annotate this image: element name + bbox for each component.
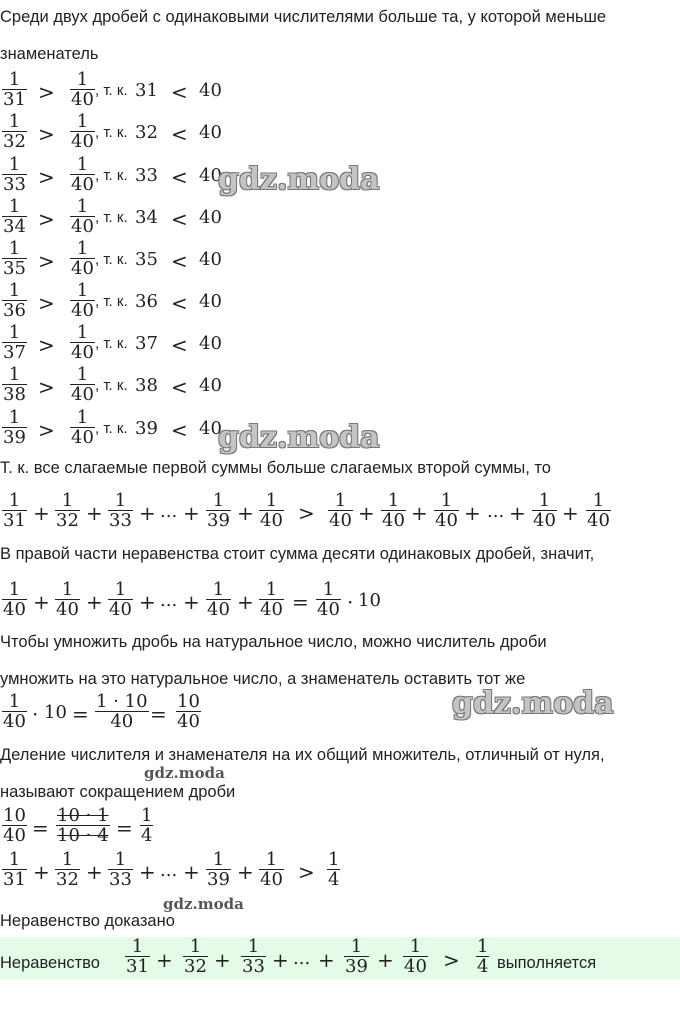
number: 39 bbox=[135, 418, 158, 439]
fraction: $\frac{1}{40}$ bbox=[404, 936, 427, 977]
fraction: $\frac{10}{40}$ bbox=[177, 691, 200, 732]
plus-sign: + bbox=[139, 501, 156, 525]
equals-sign: = bbox=[72, 702, 89, 726]
number: 35 bbox=[135, 249, 158, 270]
answer-prefix: Неравенство bbox=[0, 954, 100, 972]
greater-sign: > bbox=[38, 333, 55, 357]
fraction: $\frac{1}{40}$ bbox=[329, 490, 352, 531]
fraction: $\frac{1}{40}$ bbox=[71, 238, 94, 279]
fraction: $\frac{1}{40}$ bbox=[3, 691, 26, 732]
comparison-row bbox=[0, 281, 260, 323]
answer-suffix: выполняется bbox=[497, 954, 597, 972]
comparison-row bbox=[0, 70, 260, 112]
plus-sign: + bbox=[411, 501, 428, 525]
fraction: $\frac{1}{36}$ bbox=[3, 280, 26, 321]
number: 40 bbox=[199, 249, 222, 270]
fraction: $\frac{1}{33}$ bbox=[109, 849, 132, 890]
final-inequality bbox=[0, 850, 360, 892]
number: 33 bbox=[135, 165, 158, 186]
plus-sign: + bbox=[33, 501, 50, 525]
fraction: $\frac{10}{40}$ bbox=[3, 805, 26, 846]
because-label: , т. к. bbox=[95, 82, 128, 99]
number: 38 bbox=[135, 375, 158, 396]
greater-sign: > bbox=[38, 165, 55, 189]
because-label: , т. к. bbox=[95, 335, 128, 352]
fraction: $\frac{1}{40}$ bbox=[71, 407, 94, 448]
number: 40 bbox=[199, 333, 222, 354]
watermark-logo-small: gdz.moda bbox=[144, 764, 225, 782]
fraction: $\frac{1}{32}$ bbox=[56, 490, 79, 531]
comparison-row bbox=[0, 239, 260, 281]
fraction: $\frac{1}{31}$ bbox=[3, 849, 26, 890]
fraction: $\frac{1}{31}$ bbox=[126, 936, 149, 977]
fraction: $\frac{1}{40}$ bbox=[3, 579, 26, 620]
number: 40 bbox=[199, 165, 222, 186]
plus-sign: + bbox=[183, 590, 200, 614]
comparison-row bbox=[0, 112, 260, 154]
less-sign: < bbox=[171, 165, 188, 189]
because-label: , т. к. bbox=[95, 293, 128, 310]
watermark-logo-small: gdz.moda bbox=[163, 895, 244, 913]
because-label: , т. к. bbox=[95, 167, 128, 184]
number: 40 bbox=[199, 80, 222, 101]
because-label: , т. к. bbox=[95, 124, 128, 141]
sum-compare-text: Т. к. все слагаемые первой суммы больше слагаемых второй суммы, то bbox=[0, 459, 551, 477]
proved-text: Неравенство доказано bbox=[0, 912, 175, 930]
plus-sign: + bbox=[318, 948, 335, 972]
plus-sign: + bbox=[237, 501, 254, 525]
number: 40 bbox=[199, 375, 222, 396]
fraction: $\frac{1}{40}$ bbox=[71, 322, 94, 363]
fraction: $\frac{1}{40}$ bbox=[260, 490, 283, 531]
fraction: $\frac{1}{40}$ bbox=[71, 364, 94, 405]
greater-sign: > bbox=[38, 207, 55, 231]
plus-sign: + bbox=[183, 860, 200, 884]
fraction: $\frac{1}{40}$ bbox=[71, 154, 94, 195]
ellipsis: ... bbox=[293, 948, 311, 969]
fraction: $\frac{1}{40}$ bbox=[207, 579, 230, 620]
fraction: $\frac{1}{40}$ bbox=[317, 579, 340, 620]
number: 40 bbox=[199, 122, 222, 143]
fraction: $\frac{1}{35}$ bbox=[3, 238, 26, 279]
reduce-equation bbox=[0, 806, 200, 848]
fraction: $\frac{1}{40}$ bbox=[109, 579, 132, 620]
fraction: $\frac{1}{4}$ bbox=[477, 936, 489, 977]
fraction: $\frac{1}{40}$ bbox=[71, 196, 94, 237]
fraction: $\frac{1}{37}$ bbox=[3, 322, 26, 363]
greater-sign: > bbox=[38, 122, 55, 146]
fraction: $\frac{1}{40}$ bbox=[587, 490, 610, 531]
fraction: $\frac{1}{31}$ bbox=[3, 69, 26, 110]
greater-sign: > bbox=[443, 948, 460, 972]
reduce-text-line1: Деление числителя и знаменателя на их общий множитель, отличный от нуля, bbox=[0, 746, 605, 764]
number: 40 bbox=[199, 207, 222, 228]
fraction: $\frac{1}{38}$ bbox=[3, 364, 26, 405]
plus-sign: + bbox=[33, 860, 50, 884]
less-sign: < bbox=[171, 249, 188, 273]
equals-sign: = bbox=[32, 816, 49, 840]
greater-sign: > bbox=[298, 860, 315, 884]
fraction: $\frac{1}{40}$ bbox=[435, 490, 458, 531]
fraction: $\frac{1}{39}$ bbox=[3, 407, 26, 448]
fraction: $\frac{1}{40}$ bbox=[382, 490, 405, 531]
greater-sign: > bbox=[38, 375, 55, 399]
fraction: $\frac{1}{32}$ bbox=[184, 936, 207, 977]
intro-text-line2: знаменатель bbox=[0, 45, 99, 63]
number: 34 bbox=[135, 207, 158, 228]
sum-inequality bbox=[0, 491, 680, 533]
watermark-logo: gdz.moda bbox=[218, 162, 380, 197]
plus-sign: + bbox=[377, 948, 394, 972]
plus-sign: + bbox=[214, 948, 231, 972]
equals-sign: = bbox=[150, 702, 167, 726]
number: 31 bbox=[135, 80, 158, 101]
greater-sign: > bbox=[38, 80, 55, 104]
fraction: $\frac{1}{32}$ bbox=[56, 849, 79, 890]
multiply-dot: · bbox=[347, 590, 354, 614]
equals-sign: = bbox=[116, 816, 133, 840]
plus-sign: + bbox=[139, 590, 156, 614]
plus-sign: + bbox=[86, 590, 103, 614]
comparison-row bbox=[0, 365, 260, 407]
equals-sign: = bbox=[292, 590, 309, 614]
number: 40 bbox=[199, 291, 222, 312]
ellipsis: ... bbox=[160, 860, 178, 881]
because-label: , т. к. bbox=[95, 251, 128, 268]
plus-sign: + bbox=[562, 501, 579, 525]
fraction: $\frac{1}{32}$ bbox=[3, 111, 26, 152]
less-sign: < bbox=[171, 375, 188, 399]
plus-sign: + bbox=[464, 501, 481, 525]
less-sign: < bbox=[171, 333, 188, 357]
intro-text-line1: Среди двух дробей с одинаковыми числителями больше та, у которой меньше bbox=[0, 8, 607, 26]
fraction: $\frac{1}{40}$ bbox=[260, 579, 283, 620]
number: 37 bbox=[135, 333, 158, 354]
plus-sign: + bbox=[139, 860, 156, 884]
number: 40 bbox=[199, 418, 222, 439]
greater-sign: > bbox=[298, 501, 315, 525]
plus-sign: + bbox=[33, 590, 50, 614]
fraction: $\frac{1}{33}$ bbox=[3, 154, 26, 195]
fraction: $\frac{1}{34}$ bbox=[3, 196, 26, 237]
number: 10 bbox=[358, 590, 381, 611]
plus-sign: + bbox=[237, 590, 254, 614]
fraction: $\frac{1}{33}$ bbox=[242, 936, 265, 977]
fraction: $\frac{1}{4}$ bbox=[141, 805, 153, 846]
fraction: $\frac{1}{39}$ bbox=[345, 936, 368, 977]
plus-sign: + bbox=[156, 948, 173, 972]
ellipsis: ... bbox=[160, 590, 178, 611]
plus-sign: + bbox=[86, 860, 103, 884]
plus-sign: + bbox=[86, 501, 103, 525]
number: 32 bbox=[135, 122, 158, 143]
multiply-text-line1: Чтобы умножить дробь на натуральное число, можно числитель дроби bbox=[0, 633, 547, 651]
comparison-row bbox=[0, 197, 260, 239]
ellipsis: ... bbox=[487, 501, 505, 522]
fraction: $\frac{1}{31}$ bbox=[3, 490, 26, 531]
fraction: $\frac{1 \cdot 10}{40}$ bbox=[96, 691, 148, 732]
fraction: $\frac{1}{33}$ bbox=[109, 490, 132, 531]
sum-equality bbox=[0, 580, 400, 622]
plus-sign: + bbox=[183, 501, 200, 525]
plus-sign: + bbox=[509, 501, 526, 525]
multiply-dot: · bbox=[32, 702, 39, 726]
fraction: $\frac{1}{40}$ bbox=[71, 69, 94, 110]
watermark-logo: gdz.moda bbox=[218, 420, 380, 455]
because-label: , т. к. bbox=[95, 420, 128, 437]
plus-sign: + bbox=[272, 948, 289, 972]
because-label: , т. к. bbox=[95, 209, 128, 226]
less-sign: < bbox=[171, 207, 188, 231]
watermark-logo: gdz.moda bbox=[452, 686, 614, 721]
answer-box bbox=[0, 937, 680, 979]
fraction: $\frac{10 \cdot 1}{10 \cdot 4}$ bbox=[57, 805, 109, 846]
fraction: $\frac{1}{40}$ bbox=[260, 849, 283, 890]
fraction: $\frac{1}{40}$ bbox=[71, 111, 94, 152]
reduce-text-line2: называют сокращением дроби bbox=[0, 783, 236, 801]
greater-sign: > bbox=[38, 249, 55, 273]
fraction: $\frac{1}{40}$ bbox=[71, 280, 94, 321]
plus-sign: + bbox=[237, 860, 254, 884]
fraction: $\frac{1}{39}$ bbox=[207, 849, 230, 890]
greater-sign: > bbox=[38, 418, 55, 442]
greater-sign: > bbox=[38, 291, 55, 315]
multiply-equation bbox=[0, 692, 260, 734]
fraction: $\frac{1}{40}$ bbox=[56, 579, 79, 620]
fraction: $\frac{1}{4}$ bbox=[328, 849, 340, 890]
plus-sign: + bbox=[358, 501, 375, 525]
comparison-row bbox=[0, 323, 260, 365]
less-sign: < bbox=[171, 291, 188, 315]
less-sign: < bbox=[171, 418, 188, 442]
less-sign: < bbox=[171, 80, 188, 104]
fraction: $\frac{1}{40}$ bbox=[533, 490, 556, 531]
ellipsis: ... bbox=[160, 501, 178, 522]
ten-equal-text: В правой части неравенства стоит сумма десяти одинаковых дробей, значит, bbox=[0, 545, 595, 563]
multiply-text-line2: умножить на это натуральное число, а знаменатель оставить тот же bbox=[0, 670, 526, 688]
less-sign: < bbox=[171, 122, 188, 146]
number: 36 bbox=[135, 291, 158, 312]
number: 10 bbox=[44, 702, 67, 723]
fraction: $\frac{1}{39}$ bbox=[207, 490, 230, 531]
because-label: , т. к. bbox=[95, 377, 128, 394]
